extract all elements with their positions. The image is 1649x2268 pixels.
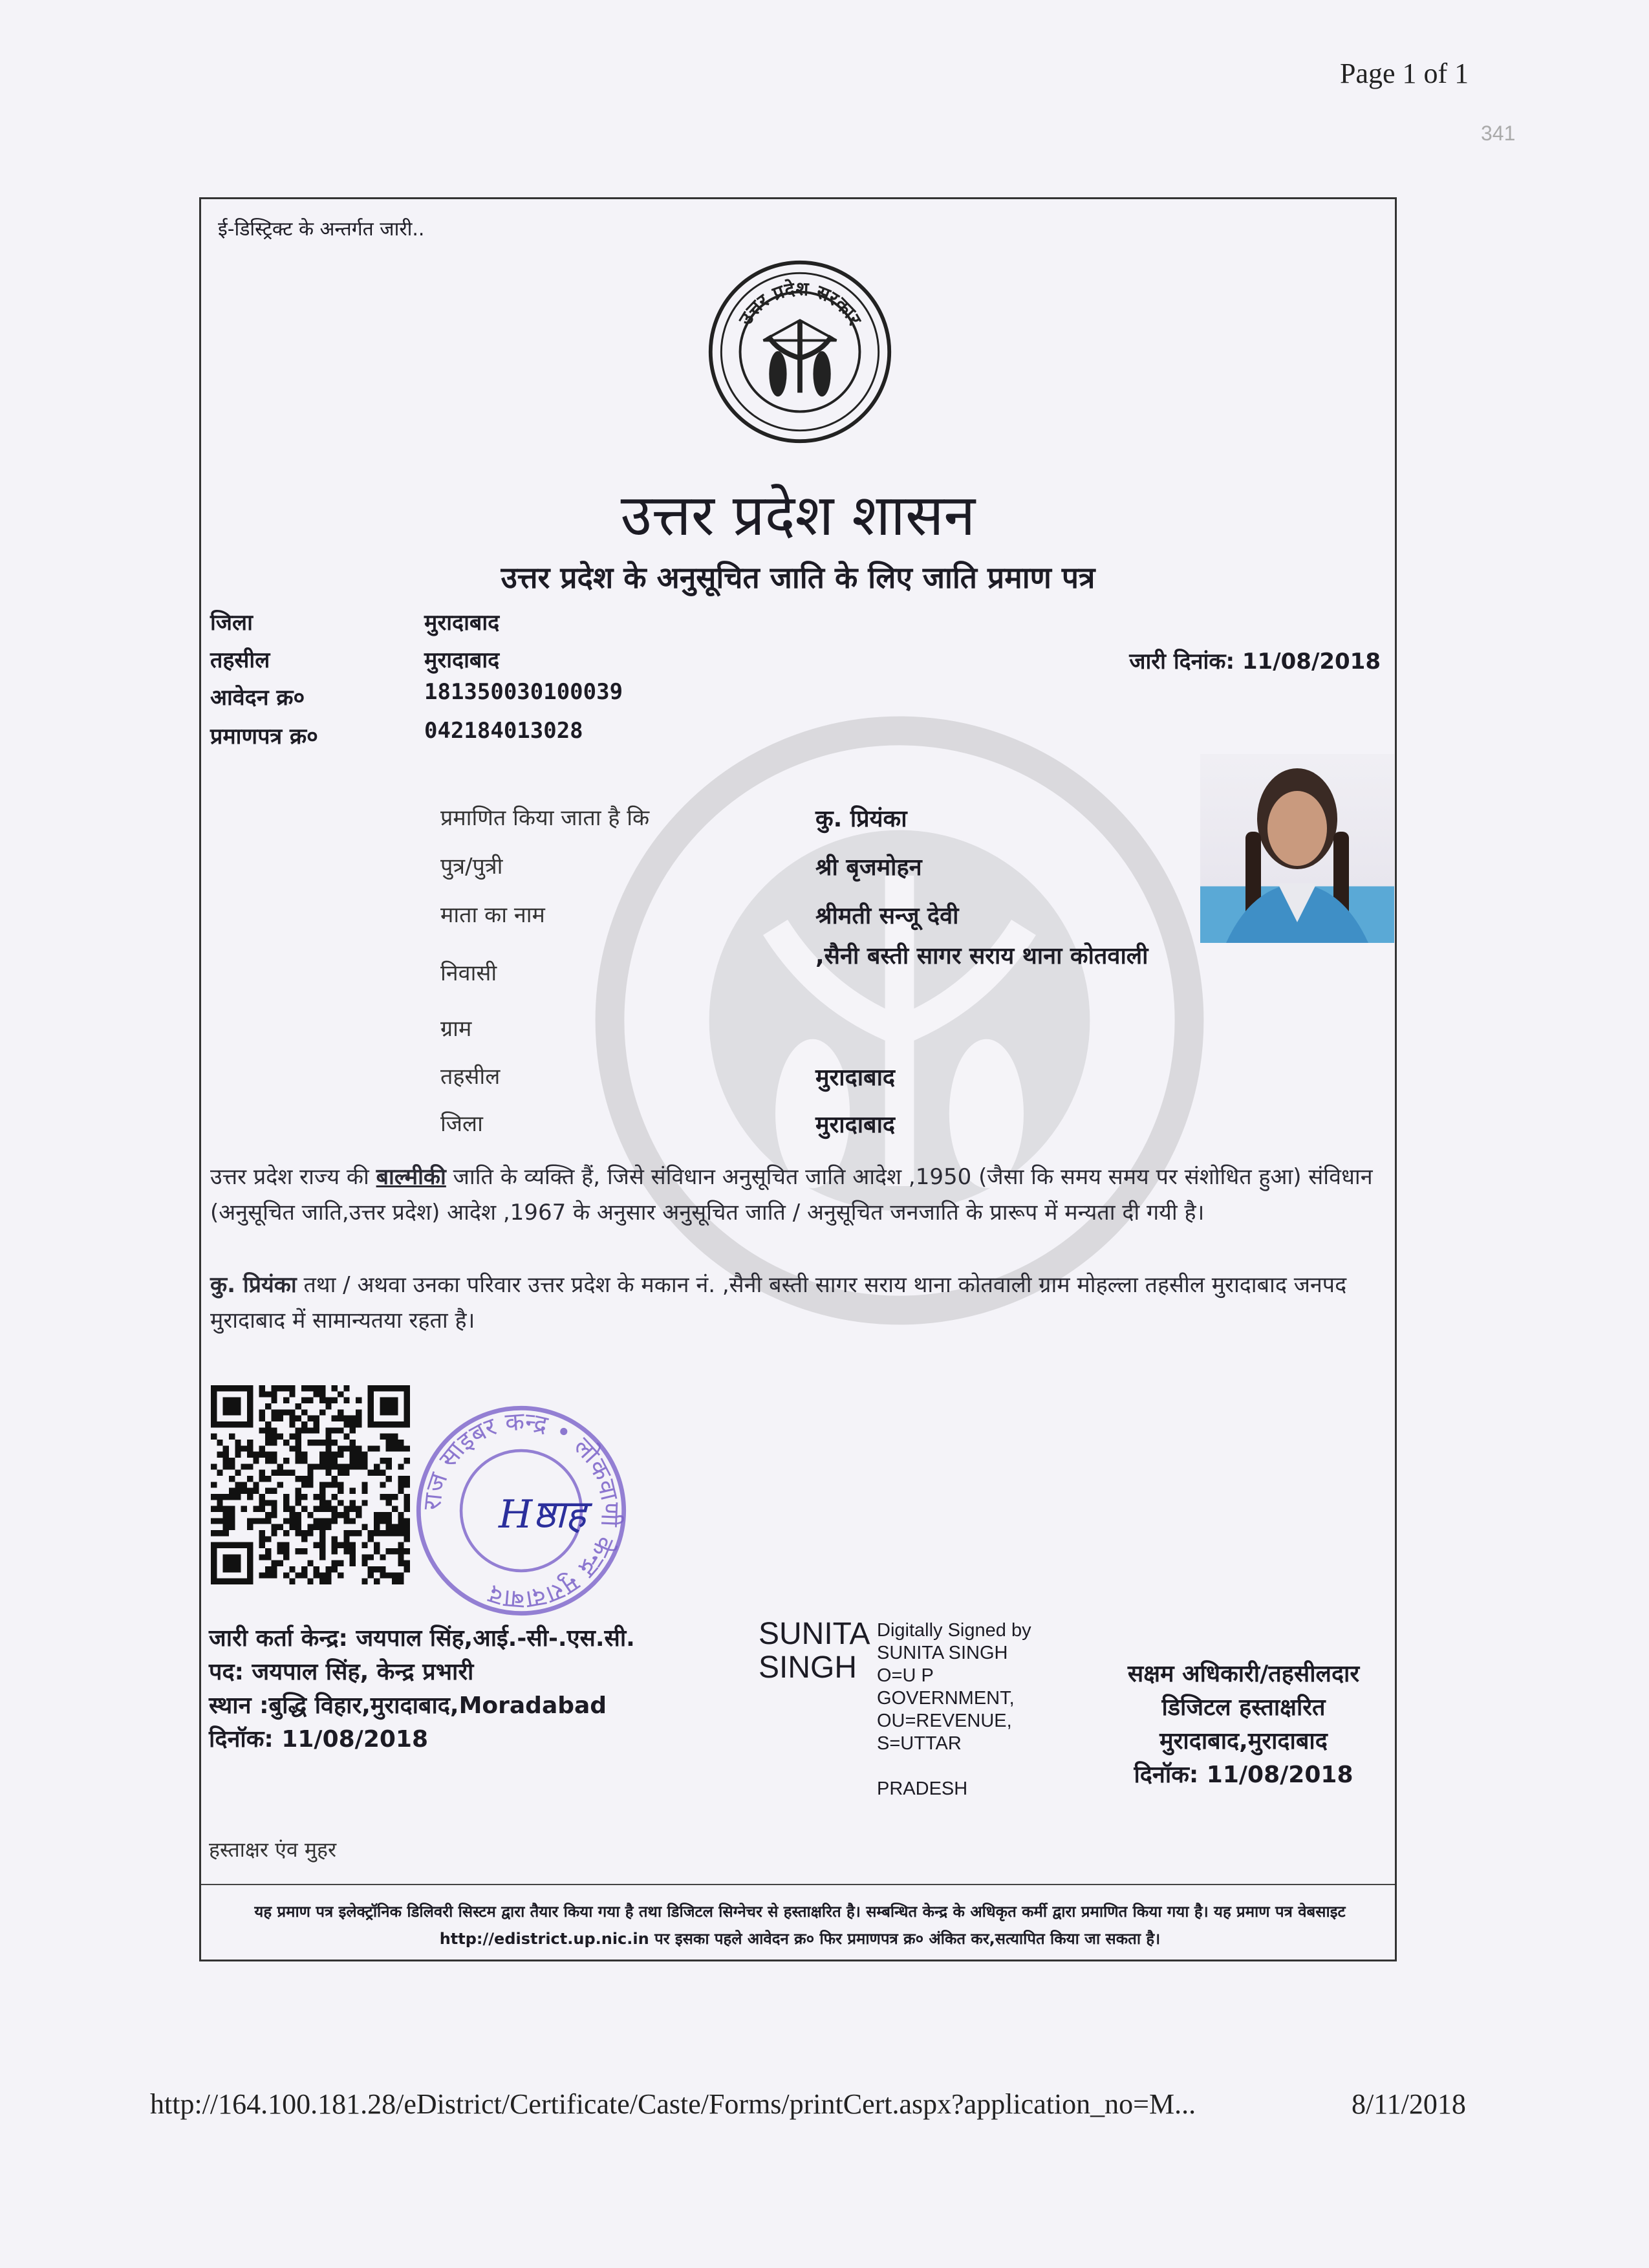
- certificate: [199, 197, 1397, 1961]
- district-label: जिला: [210, 610, 253, 636]
- person-tehsil-label: तहसील: [440, 1064, 501, 1090]
- issuer-post: पद: जयपाल सिंह, केन्द्र प्रभारी: [209, 1659, 474, 1685]
- footer-note: यह प्रमाण पत्र इलेक्ट्रॉनिक डिलिवरी सिस्टम द्वारा तैयार किया गया है तथा डिजिटल सिग्नेचर से हस्ताक्षरित है। सम्बन्धित केन्द्र के अधिकृत कर्मी द्वारा प्रमाणित किया गया है। यह प्रमाण पत्र वेबसाइट http://edistrict.up.nic.in पर इसका पहले आवेदन क्र० फिर प्रमाणपत्र क्र० अंकित कर,सत्यापित किया जा सकता है।: [254, 1903, 1346, 1948]
- certificate-title: उत्तर प्रदेश शासन: [620, 482, 976, 548]
- print-date: 8/11/2018: [1352, 2088, 1466, 2120]
- issuer-place: स्थान :बुद्धि विहार,मुरादाबाद,Moradabad: [209, 1692, 607, 1719]
- residence-statement: कु. प्रियंका तथा / अथवा उनका परिवार उत्तर प्रदेश के मकान नं. ,सैनी बस्ती सागर सराय थाना कोतवाली ग्राम मोहल्ला तहसील मुरादाबाद जनपद मुरादाबाद में सामान्यतया रहता है।: [210, 1272, 1347, 1334]
- issuer-block: [209, 1622, 635, 1756]
- father-name: श्री बृजमोहन: [815, 854, 922, 881]
- certificate-subtitle: उत्तर प्रदेश के अनुसूचित जाति के लिए जाति प्रमाण पत्र: [501, 560, 1095, 595]
- digital-signer-name: SUNITA SINGH: [759, 1617, 870, 1685]
- person-tehsil-value: मुरादाबाद: [815, 1064, 896, 1091]
- resident-label: निवासी: [440, 960, 497, 986]
- village-label: ग्राम: [440, 1016, 472, 1042]
- district-value: मुरादाबाद: [424, 610, 500, 636]
- tehsil-label: तहसील: [210, 647, 270, 673]
- digital-signature-info: Digitally Signed by SUNITA SINGH O=U P GOVERNMENT, OU=REVENUE, S=UTTAR PRADESH: [877, 1620, 1031, 1799]
- footer-divider: [201, 1884, 1395, 1885]
- applicant-name: कु. प्रियंका: [815, 806, 907, 832]
- certify-label: प्रमाणित किया जाता है कि: [440, 805, 650, 831]
- person-district-label: जिला: [440, 1111, 483, 1137]
- authority-place: मुरादाबाद,मुरादाबाद: [1159, 1728, 1328, 1755]
- up-emblem-icon: [706, 257, 894, 446]
- resident-address: ,सैनी बस्ती सागर सराय थाना कोतवाली: [815, 943, 1148, 969]
- qr-code: [211, 1385, 410, 1584]
- issue-date: जारी दिनांक: 11/08/2018: [1129, 649, 1381, 675]
- tehsil-value: मुरादाबाद: [424, 647, 500, 673]
- caste-statement: उत्तर प्रदेश राज्य की बाल्मीकी जाति के व्यक्ति हैं, जिसे संविधान अनुसूचित जाति आदेश ,1950 (जैसा कि समय समय पर संशोधित हुआ) संविधान (अनुसूचित जाति,उत्तर प्रदेश) आदेश ,1967 के अनुसार अनुसूचित जाति / अनुसूचित जनजाति के प्रारूप में मन्यता दी गयी है।: [210, 1164, 1373, 1226]
- authority-date: दिनॉक: 11/08/2018: [1134, 1762, 1353, 1788]
- issued-under-text: ई-डिस्ट्रिक्ट के अन्तर्गत जारी..: [218, 218, 425, 241]
- authority-signed: डिजिटल हस्ताक्षरित: [1161, 1694, 1326, 1721]
- certificate-no-label: प्रमाणपत्र क्र०: [210, 724, 318, 750]
- person-district-value: मुरादाबाद: [815, 1112, 896, 1138]
- applicant-name-bold: कु. प्रियंका: [210, 1272, 297, 1298]
- print-url: http://164.100.181.28/eDistrict/Certificate/Caste/Forms/printCert.aspx?application_no=M...: [150, 2088, 1196, 2120]
- mother-name: श्रीमती सन्जू देवी: [815, 903, 959, 929]
- handwritten-signature: Hष्ठाह: [499, 1492, 587, 1537]
- caste-name: बाल्मीकी: [376, 1164, 446, 1190]
- svg-text:उत्तर प्रदेश सरकार: उत्तर प्रदेश सरकार: [734, 277, 866, 329]
- svg-text:राज साइबर कन्द्र • लोकवाणी केन: राज साइबर कन्द्र • लोकवाणी केन्द्र मुरादाबाद: [417, 1407, 625, 1615]
- authority-block: [1082, 1658, 1405, 1792]
- certificate-no-value: 042184013028: [424, 718, 583, 744]
- application-no-value: 181350030100039: [424, 679, 623, 705]
- application-no-label: आवेदन क्र०: [210, 685, 305, 711]
- page-number: Page 1 of 1: [1340, 58, 1469, 89]
- issuer-date: दिनॉक: 11/08/2018: [209, 1726, 429, 1753]
- signature-seal-label: हस्ताक्षर एंव मुहर: [209, 1837, 337, 1862]
- mother-name-label: माता का नाम: [440, 902, 545, 928]
- person-silhouette-icon: [1200, 754, 1394, 943]
- issuer-centre: जारी कर्ता केन्द्र: जयपाल सिंह,आई.-सी-.एस.सी.: [209, 1625, 635, 1652]
- authority-title: सक्षम अधिकारी/तहसीलदार: [1127, 1661, 1360, 1687]
- pencil-mark: 341: [1481, 122, 1516, 145]
- son-daughter-label: पुत्र/पुत्री: [440, 854, 503, 880]
- applicant-photo: [1200, 754, 1394, 943]
